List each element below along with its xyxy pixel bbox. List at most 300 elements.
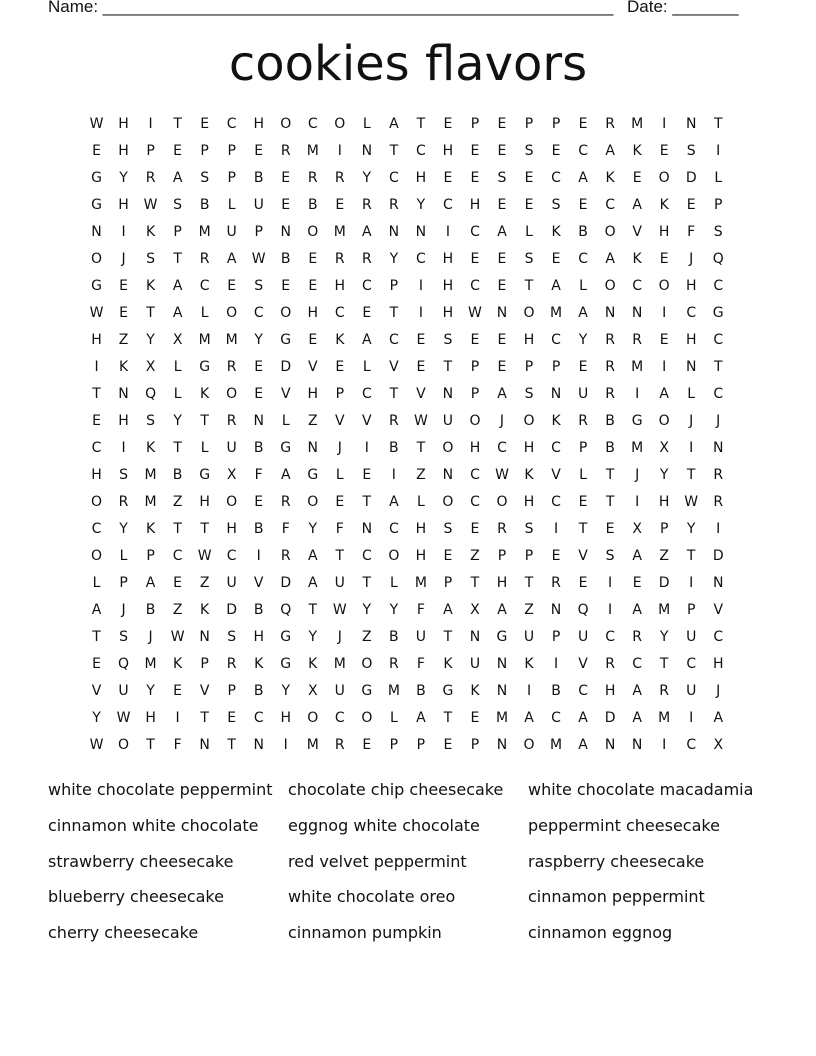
grid-letter: B	[307, 196, 318, 213]
grid-letter: P	[254, 223, 263, 240]
grid-letter: W	[170, 629, 185, 646]
grid-letter: M	[144, 656, 157, 673]
grid-letter: I	[662, 737, 667, 754]
grid-letter: B	[551, 683, 561, 700]
grid-letter: X	[713, 737, 724, 754]
grid-letter: L	[173, 358, 182, 375]
grid-letter: D	[226, 602, 238, 619]
grid-letter: A	[551, 277, 561, 294]
grid-letter: R	[605, 656, 615, 673]
grid-letter: A	[362, 331, 372, 348]
grid-letter: A	[362, 223, 372, 240]
grid-letter: Y	[362, 602, 372, 619]
grid-letter: F	[254, 466, 263, 483]
grid-letter: V	[199, 683, 210, 700]
grid-letter: R	[632, 629, 642, 646]
grid-letter: D	[658, 575, 670, 592]
grid-letter: U	[334, 575, 345, 592]
grid-letter: T	[92, 385, 101, 402]
grid-letter: P	[470, 115, 480, 132]
grid-letter: N	[280, 223, 291, 240]
grid-letter: R	[226, 412, 237, 429]
grid-letter: L	[714, 169, 723, 186]
grid-letter: P	[335, 385, 345, 402]
grid-letter: N	[253, 737, 264, 754]
grid-letter: O	[307, 493, 319, 510]
grid-letter: X	[632, 520, 642, 537]
grid-letter: R	[632, 331, 642, 348]
grid-letter: Z	[416, 466, 426, 483]
grid-letter: X	[145, 358, 156, 375]
grid-letter: T	[713, 115, 723, 132]
grid-letter: S	[524, 142, 534, 159]
grid-letter: K	[145, 223, 156, 240]
grid-letter: C	[470, 277, 480, 294]
grid-letter: R	[497, 520, 507, 537]
grid-letter: E	[281, 196, 291, 213]
grid-letter: L	[687, 385, 696, 402]
grid-letter: O	[523, 304, 535, 321]
grid-letter: A	[524, 710, 534, 727]
grid-letter: T	[335, 548, 345, 565]
grid-letter: J	[337, 629, 342, 646]
grid-letter: A	[632, 710, 642, 727]
grid-letter: P	[524, 548, 534, 565]
grid-letter: C	[361, 385, 372, 402]
grid-letter: J	[689, 412, 694, 429]
grid-letter: P	[714, 196, 723, 213]
word-search-grid	[83, 110, 732, 759]
grid-letter: H	[469, 196, 481, 213]
grid-letter: P	[470, 358, 480, 375]
grid-letter: E	[551, 250, 561, 267]
grid-letter: R	[226, 656, 237, 673]
grid-letter: E	[578, 493, 588, 510]
grid-letter: L	[227, 196, 236, 213]
grid-letter: E	[254, 493, 264, 510]
grid-letter: Y	[578, 331, 588, 348]
grid-letter: A	[632, 602, 642, 619]
grid-letter: F	[416, 656, 425, 673]
grid-letter: C	[497, 439, 507, 456]
grid-letter: C	[470, 466, 480, 483]
grid-letter: A	[280, 466, 291, 483]
grid-letter: P	[200, 142, 209, 159]
grid-letter: E	[443, 169, 453, 186]
grid-letter: P	[119, 575, 128, 592]
grid-letter: A	[713, 710, 724, 727]
grid-letter: G	[91, 196, 102, 213]
grid-letter: E	[308, 277, 318, 294]
grid-letter: C	[307, 115, 318, 132]
grid-letter: C	[686, 304, 697, 321]
grid-letter: C	[253, 304, 264, 321]
grid-letter: P	[659, 520, 669, 537]
grid-letter: U	[253, 196, 264, 213]
grid-letter: V	[578, 548, 588, 565]
grid-letter: B	[605, 412, 615, 429]
grid-letter: E	[416, 331, 426, 348]
grid-letter: N	[361, 520, 373, 537]
header	[48, 0, 748, 18]
grid-letter: S	[443, 331, 453, 348]
grid-letter: N	[253, 412, 264, 429]
grid-letter: N	[631, 304, 643, 321]
grid-letter: Y	[254, 331, 263, 348]
name-field: Name: ______________________________________________________	[48, 0, 614, 16]
grid-letter: K	[145, 520, 156, 537]
grid-letter: Z	[199, 575, 210, 592]
grid-letter: G	[631, 412, 643, 429]
grid-letter: E	[362, 737, 372, 754]
grid-letter: N	[307, 439, 318, 456]
grid-letter: Z	[524, 602, 534, 619]
grid-letter: E	[254, 358, 264, 375]
grid-letter: S	[200, 169, 210, 186]
grid-letter: J	[148, 629, 153, 646]
grid-letter: S	[146, 412, 156, 429]
grid-letter: W	[143, 196, 158, 213]
grid-letter: E	[578, 575, 588, 592]
grid-letter: E	[470, 331, 480, 348]
grid-letter: I	[608, 575, 613, 592]
grid-letter: B	[578, 223, 588, 240]
grid-letter: C	[605, 629, 615, 646]
word-list-item: chocolate chip cheesecake	[288, 780, 504, 799]
grid-letter: H	[442, 250, 454, 267]
grid-letter: P	[146, 142, 155, 159]
grid-letter: E	[227, 277, 237, 294]
grid-letter: P	[443, 575, 453, 592]
grid-letter: N	[496, 656, 508, 673]
grid-letter: E	[497, 115, 507, 132]
grid-letter: R	[307, 169, 318, 186]
grid-letter: S	[713, 223, 723, 240]
grid-letter: H	[415, 548, 427, 565]
grid-letter: D	[280, 575, 292, 592]
grid-letter: P	[389, 737, 399, 754]
grid-letter: V	[578, 656, 588, 673]
grid-letter: A	[91, 602, 102, 619]
date-field: Date: _______	[627, 0, 739, 16]
grid-letter: U	[442, 412, 454, 429]
grid-letter: K	[145, 277, 156, 294]
grid-letter: I	[175, 710, 180, 727]
grid-letter: C	[686, 737, 697, 754]
grid-letter: P	[524, 115, 534, 132]
grid-letter: K	[335, 331, 345, 348]
grid-letter: H	[415, 520, 427, 537]
grid-letter: B	[253, 439, 264, 456]
grid-letter: W	[251, 250, 266, 267]
grid-letter: H	[469, 439, 481, 456]
grid-letter: G	[91, 277, 102, 294]
grid-letter: R	[605, 358, 615, 375]
grid-letter: K	[443, 656, 453, 673]
grid-letter: C	[632, 656, 643, 673]
grid-letter: E	[470, 142, 480, 159]
grid-letter: T	[389, 385, 399, 402]
grid-letter: I	[283, 737, 288, 754]
grid-letter: T	[605, 466, 615, 483]
grid-letter: T	[308, 602, 318, 619]
grid-letter: C	[551, 710, 561, 727]
grid-letter: A	[578, 169, 588, 186]
grid-letter: R	[118, 493, 129, 510]
grid-letter: Q	[118, 656, 130, 673]
grid-letter: A	[172, 169, 183, 186]
grid-letter: J	[716, 412, 721, 429]
grid-letter: C	[226, 115, 237, 132]
grid-letter: E	[335, 358, 345, 375]
grid-letter: Y	[389, 602, 399, 619]
word-list-item: red velvet peppermint	[288, 851, 467, 871]
grid-letter: E	[200, 115, 210, 132]
grid-letter: I	[689, 575, 694, 592]
grid-letter: E	[470, 250, 480, 267]
grid-letter: N	[496, 737, 508, 754]
grid-letter: E	[605, 520, 615, 537]
grid-letter: C	[388, 169, 399, 186]
grid-letter: M	[198, 223, 211, 240]
grid-letter: A	[389, 493, 399, 510]
grid-letter: O	[226, 304, 238, 321]
grid-letter: N	[442, 466, 454, 483]
grid-letter: T	[524, 277, 534, 294]
grid-letter: J	[121, 250, 126, 267]
grid-letter: E	[281, 277, 291, 294]
grid-letter: E	[632, 169, 642, 186]
grid-letter: A	[307, 548, 318, 565]
grid-letter: Y	[173, 412, 182, 429]
grid-letter: C	[388, 331, 399, 348]
grid-letter: H	[442, 142, 454, 159]
grid-letter: M	[144, 466, 157, 483]
grid-letter: N	[469, 629, 481, 646]
grid-letter: I	[391, 466, 396, 483]
grid-letter: H	[685, 331, 697, 348]
grid-letter: O	[658, 169, 670, 186]
grid-letter: C	[578, 683, 588, 700]
grid-letter: T	[173, 250, 182, 267]
grid-letter: F	[416, 602, 425, 619]
grid-letter: Y	[416, 196, 426, 213]
grid-letter: E	[524, 169, 534, 186]
grid-letter: D	[685, 169, 697, 186]
grid-letter: H	[226, 520, 237, 537]
grid-letter: R	[334, 169, 345, 186]
grid-letter: I	[121, 223, 126, 240]
grid-letter: U	[226, 223, 237, 240]
grid-letter: A	[497, 385, 507, 402]
grid-letter: G	[199, 358, 211, 375]
grid-letter: F	[173, 737, 182, 754]
grid-letter: G	[442, 683, 454, 700]
grid-letter: M	[144, 493, 157, 510]
grid-letter: C	[361, 277, 372, 294]
word-list-item: cinnamon white chocolate	[48, 815, 259, 835]
grid-letter: L	[416, 493, 425, 510]
grid-letter: T	[470, 575, 480, 592]
grid-letter: Y	[659, 466, 669, 483]
grid-letter: L	[281, 412, 290, 429]
grid-letter: S	[119, 629, 128, 646]
grid-letter: C	[91, 520, 102, 537]
grid-letter: X	[226, 466, 237, 483]
grid-letter: I	[418, 277, 423, 294]
grid-letter: I	[121, 439, 126, 456]
grid-letter: A	[578, 710, 588, 727]
grid-letter: V	[713, 602, 724, 619]
grid-letter: U	[469, 656, 481, 673]
word-list-item: blueberry cheesecake	[48, 887, 224, 907]
grid-letter: B	[253, 520, 264, 537]
grid-letter: O	[307, 710, 319, 727]
grid-letter: P	[146, 548, 155, 565]
grid-letter: J	[689, 250, 694, 267]
grid-letter: P	[524, 358, 534, 375]
grid-letter: N	[415, 223, 427, 240]
grid-letter: O	[226, 493, 238, 510]
grid-letter: G	[91, 169, 102, 186]
grid-letter: D	[280, 358, 292, 375]
grid-letter: J	[499, 412, 505, 429]
grid-letter: I	[526, 683, 532, 700]
grid-letter: A	[605, 142, 615, 159]
grid-letter: A	[632, 196, 642, 213]
grid-letter: I	[445, 223, 450, 240]
grid-letter: G	[280, 656, 292, 673]
grid-letter: I	[689, 439, 694, 456]
grid-letter: U	[577, 385, 589, 402]
grid-letter: R	[605, 331, 615, 348]
grid-letter: T	[524, 575, 534, 592]
grid-letter: R	[605, 385, 615, 402]
grid-letter: N	[388, 223, 400, 240]
grid-letter: R	[280, 142, 291, 159]
grid-letter: Z	[172, 602, 183, 619]
grid-letter: C	[470, 493, 480, 510]
grid-letter: F	[281, 520, 290, 537]
grid-letter: U	[226, 575, 237, 592]
grid-letter: T	[389, 142, 399, 159]
grid-letter: B	[416, 683, 426, 700]
grid-letter: E	[578, 115, 588, 132]
grid-letter: R	[334, 737, 345, 754]
grid-letter: M	[631, 358, 644, 375]
grid-letter: C	[551, 331, 561, 348]
grid-letter: E	[497, 331, 507, 348]
grid-letter: P	[173, 223, 182, 240]
grid-letter: C	[551, 169, 561, 186]
grid-letter: G	[361, 683, 373, 700]
grid-letter: X	[470, 602, 480, 619]
grid-letter: T	[389, 304, 399, 321]
grid-letter: E	[254, 142, 264, 159]
grid-letter: H	[91, 466, 102, 483]
grid-letter: I	[716, 142, 721, 159]
grid-letter: I	[662, 358, 667, 375]
grid-letter: V	[91, 683, 102, 700]
grid-letter: Y	[92, 710, 101, 727]
word-list-item: strawberry cheesecake	[48, 851, 234, 871]
grid-letter: E	[686, 196, 696, 213]
grid-letter: V	[280, 385, 291, 402]
grid-letter: K	[254, 656, 264, 673]
grid-letter: H	[307, 304, 319, 321]
grid-letter: M	[333, 223, 346, 240]
grid-letter: L	[200, 439, 209, 456]
grid-letter: E	[308, 331, 318, 348]
grid-letter: A	[172, 277, 183, 294]
grid-letter: H	[658, 493, 670, 510]
grid-letter: P	[497, 548, 507, 565]
grid-letter: E	[659, 142, 669, 159]
grid-letter: O	[388, 548, 400, 565]
grid-letter: N	[199, 737, 210, 754]
grid-letter: H	[442, 277, 454, 294]
grid-letter: T	[362, 575, 372, 592]
grid-letter: T	[659, 656, 669, 673]
grid-letter: U	[118, 683, 129, 700]
grid-letter: H	[523, 331, 535, 348]
grid-letter: S	[524, 250, 534, 267]
grid-letter: V	[335, 412, 345, 429]
grid-letter: W	[684, 493, 699, 510]
grid-letter: V	[362, 412, 372, 429]
grid-letter: O	[523, 412, 535, 429]
grid-letter: N	[604, 304, 616, 321]
grid-letter: O	[469, 412, 481, 429]
grid-letter: M	[198, 331, 211, 348]
grid-letter: H	[523, 493, 535, 510]
grid-letter: G	[280, 331, 292, 348]
grid-letter: E	[335, 196, 345, 213]
grid-letter: R	[361, 196, 372, 213]
grid-letter: O	[334, 115, 346, 132]
grid-letter: C	[226, 548, 237, 565]
grid-letter: C	[361, 548, 372, 565]
grid-letter: Y	[146, 683, 155, 700]
grid-letter: S	[551, 196, 561, 213]
grid-letter: B	[605, 439, 615, 456]
grid-letter: N	[496, 304, 508, 321]
grid-letter: Y	[362, 169, 372, 186]
grid-letter: I	[94, 358, 99, 375]
grid-letter: S	[524, 520, 534, 537]
grid-letter: E	[497, 250, 507, 267]
grid-letter: T	[713, 358, 723, 375]
grid-letter: E	[470, 710, 480, 727]
grid-letter: M	[550, 304, 563, 321]
grid-letter: M	[550, 737, 563, 754]
grid-letter: Y	[308, 629, 318, 646]
grid-letter: A	[632, 548, 642, 565]
grid-letter: S	[146, 250, 156, 267]
grid-letter: K	[173, 656, 183, 673]
grid-letter: V	[307, 358, 318, 375]
grid-letter: S	[524, 385, 534, 402]
grid-letter: C	[443, 196, 453, 213]
grid-letter: E	[173, 683, 183, 700]
grid-letter: V	[551, 466, 561, 483]
grid-letter: H	[334, 277, 346, 294]
grid-letter: Y	[281, 683, 291, 700]
grid-letter: B	[280, 250, 291, 267]
grid-letter: C	[172, 548, 183, 565]
grid-letter: E	[173, 142, 183, 159]
grid-letter: E	[470, 520, 480, 537]
